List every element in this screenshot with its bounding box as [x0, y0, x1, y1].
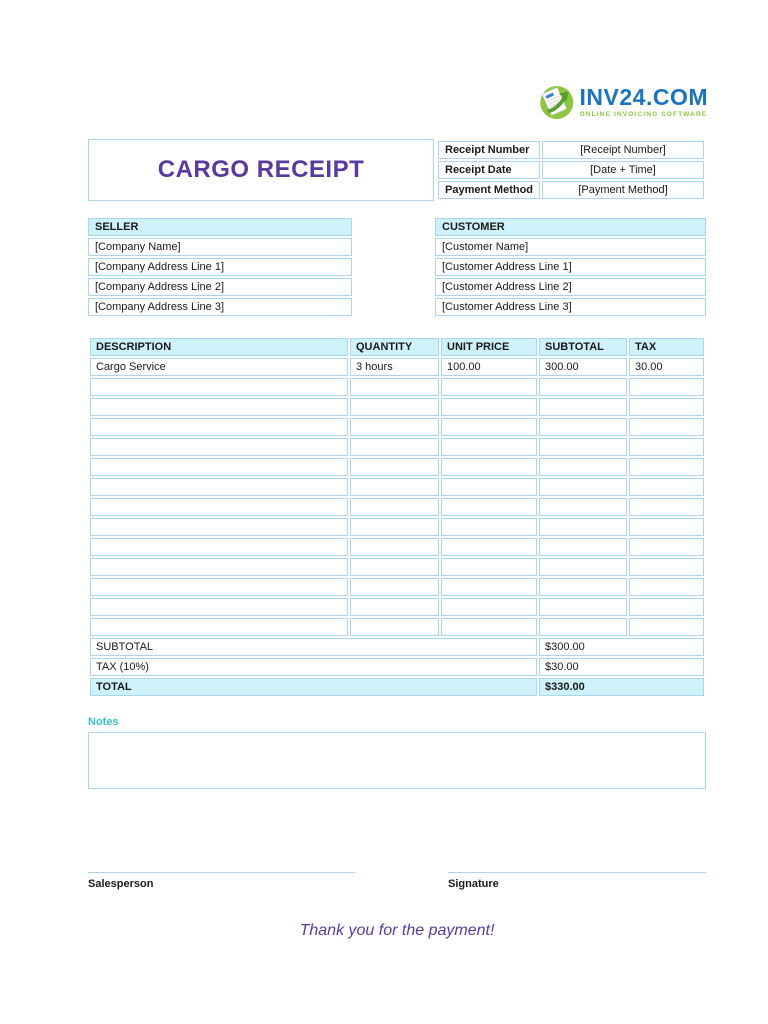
empty-item-cell — [629, 458, 704, 476]
empty-item-cell — [441, 618, 537, 636]
logo-tagline: ONLINE INVOICING SOFTWARE — [579, 110, 708, 118]
seller-section-title: SELLER — [88, 218, 352, 236]
logo-name: INV24.COM — [579, 83, 708, 110]
items-header-row — [90, 338, 704, 356]
receipt-meta-row — [438, 181, 704, 199]
empty-item-rows — [90, 378, 704, 636]
title-box — [88, 139, 434, 201]
payment-method-label: Payment Method — [438, 181, 540, 199]
empty-item-cell — [629, 438, 704, 456]
empty-item-row — [90, 378, 704, 396]
seller-address-line-3[interactable]: [Company Address Line 3] — [88, 298, 352, 316]
empty-item-cell — [441, 498, 537, 516]
empty-item-cell — [350, 418, 439, 436]
page-title: CARGO RECEIPT — [157, 156, 365, 183]
empty-item-cell — [90, 618, 348, 636]
customer-table — [435, 216, 706, 318]
empty-item-cell — [539, 618, 627, 636]
empty-item-cell — [539, 578, 627, 596]
col-unit-price: UNIT PRICE — [441, 338, 537, 356]
empty-item-cell — [350, 438, 439, 456]
col-tax: TAX — [629, 338, 704, 356]
empty-item-cell — [90, 578, 348, 596]
empty-item-cell — [539, 538, 627, 556]
receipt-date-label: Receipt Date — [438, 161, 540, 179]
empty-item-cell — [350, 498, 439, 516]
empty-item-cell — [539, 478, 627, 496]
empty-item-cell — [441, 558, 537, 576]
empty-item-cell — [90, 518, 348, 536]
empty-item-cell — [350, 458, 439, 476]
empty-item-row — [90, 398, 704, 416]
inv24-logo — [538, 76, 708, 126]
empty-item-cell — [629, 398, 704, 416]
empty-item-cell — [441, 538, 537, 556]
empty-item-cell — [539, 418, 627, 436]
notes-input-area[interactable] — [88, 732, 706, 789]
customer-address-line-3[interactable]: [Customer Address Line 3] — [435, 298, 706, 316]
customer-address-line-2[interactable]: [Customer Address Line 2] — [435, 278, 706, 296]
empty-item-cell — [90, 558, 348, 576]
empty-item-cell — [629, 498, 704, 516]
customer-address-line-1[interactable]: [Customer Address Line 1] — [435, 258, 706, 276]
empty-item-cell — [629, 578, 704, 596]
summary-tax-row — [90, 658, 704, 676]
empty-item-cell — [90, 398, 348, 416]
summary-subtotal-row — [90, 638, 704, 656]
empty-item-row — [90, 518, 704, 536]
summary-subtotal-value: $300.00 — [539, 638, 704, 656]
payment-method-value[interactable]: [Payment Method] — [542, 181, 704, 199]
items-section — [88, 336, 706, 698]
empty-item-cell — [629, 518, 704, 536]
empty-item-cell — [441, 598, 537, 616]
empty-item-cell — [539, 398, 627, 416]
empty-item-cell — [441, 418, 537, 436]
empty-item-cell — [441, 438, 537, 456]
col-description: DESCRIPTION — [90, 338, 348, 356]
salesperson-signature-line[interactable]: Salesperson — [88, 872, 355, 890]
empty-item-cell — [350, 398, 439, 416]
empty-item-cell — [539, 598, 627, 616]
seller-address-line-1[interactable]: [Company Address Line 1] — [88, 258, 352, 276]
summary-total-row — [90, 678, 704, 696]
empty-item-row — [90, 458, 704, 476]
empty-item-cell — [90, 538, 348, 556]
receipt-meta-table — [436, 139, 706, 201]
item-row — [90, 358, 704, 376]
receipt-number-label: Receipt Number — [438, 141, 540, 159]
empty-item-cell — [350, 478, 439, 496]
item-unit-price[interactable]: 100.00 — [441, 358, 537, 376]
receipt-number-value[interactable]: [Receipt Number] — [542, 141, 704, 159]
empty-item-cell — [539, 438, 627, 456]
empty-item-cell — [90, 418, 348, 436]
empty-item-cell — [350, 378, 439, 396]
empty-item-cell — [629, 538, 704, 556]
empty-item-cell — [350, 578, 439, 596]
logo-text — [580, 85, 708, 118]
empty-item-cell — [629, 598, 704, 616]
empty-item-cell — [350, 538, 439, 556]
inv24-logo-icon — [538, 76, 576, 126]
item-tax[interactable]: 30.00 — [629, 358, 704, 376]
empty-item-cell — [629, 378, 704, 396]
seller-table — [88, 216, 352, 318]
signature-section — [88, 872, 706, 890]
receipt-header — [88, 139, 706, 201]
empty-item-cell — [539, 378, 627, 396]
summary-subtotal-label: SUBTOTAL — [90, 638, 537, 656]
empty-item-cell — [629, 478, 704, 496]
empty-item-cell — [90, 498, 348, 516]
empty-item-cell — [539, 558, 627, 576]
item-subtotal[interactable]: 300.00 — [539, 358, 627, 376]
signature-line[interactable]: Signature — [448, 872, 706, 890]
empty-item-row — [90, 558, 704, 576]
empty-item-row — [90, 598, 704, 616]
summary-total-label: TOTAL — [90, 678, 537, 696]
empty-item-cell — [350, 518, 439, 536]
empty-item-cell — [629, 558, 704, 576]
empty-item-row — [90, 538, 704, 556]
empty-item-row — [90, 498, 704, 516]
item-description[interactable]: Cargo Service — [90, 358, 348, 376]
receipt-date-value[interactable]: [Date + Time] — [542, 161, 704, 179]
col-quantity: QUANTITY — [350, 338, 439, 356]
empty-item-cell — [539, 498, 627, 516]
empty-item-cell — [441, 518, 537, 536]
notes-section — [88, 716, 706, 789]
empty-item-cell — [90, 378, 348, 396]
col-subtotal: SUBTOTAL — [539, 338, 627, 356]
empty-item-row — [90, 578, 704, 596]
customer-section-title: CUSTOMER — [435, 218, 706, 236]
empty-item-cell — [539, 458, 627, 476]
empty-item-cell — [350, 598, 439, 616]
empty-item-cell — [350, 558, 439, 576]
receipt-meta-row — [438, 141, 704, 159]
summary-total-value: $330.00 — [539, 678, 704, 696]
seller-address-line-2[interactable]: [Company Address Line 2] — [88, 278, 352, 296]
empty-item-cell — [90, 438, 348, 456]
empty-item-cell — [90, 598, 348, 616]
seller-company-name[interactable]: [Company Name] — [88, 238, 352, 256]
empty-item-cell — [441, 398, 537, 416]
empty-item-cell — [441, 378, 537, 396]
receipt-meta-row — [438, 161, 704, 179]
summary-tax-label: TAX (10%) — [90, 658, 537, 676]
empty-item-cell — [539, 518, 627, 536]
empty-item-cell — [441, 458, 537, 476]
empty-item-cell — [629, 418, 704, 436]
empty-item-row — [90, 438, 704, 456]
empty-item-cell — [350, 618, 439, 636]
empty-item-cell — [90, 478, 348, 496]
empty-item-cell — [629, 618, 704, 636]
customer-name[interactable]: [Customer Name] — [435, 238, 706, 256]
item-quantity[interactable]: 3 hours — [350, 358, 439, 376]
empty-item-row — [90, 618, 704, 636]
parties-section — [88, 216, 706, 318]
thank-you-message: Thank you for the payment! — [299, 922, 495, 939]
empty-item-row — [90, 478, 704, 496]
empty-item-row — [90, 418, 704, 436]
empty-item-cell — [441, 578, 537, 596]
empty-item-cell — [441, 478, 537, 496]
notes-label: Notes — [88, 716, 119, 728]
empty-item-cell — [90, 458, 348, 476]
items-table — [88, 336, 706, 698]
summary-tax-value: $30.00 — [539, 658, 704, 676]
